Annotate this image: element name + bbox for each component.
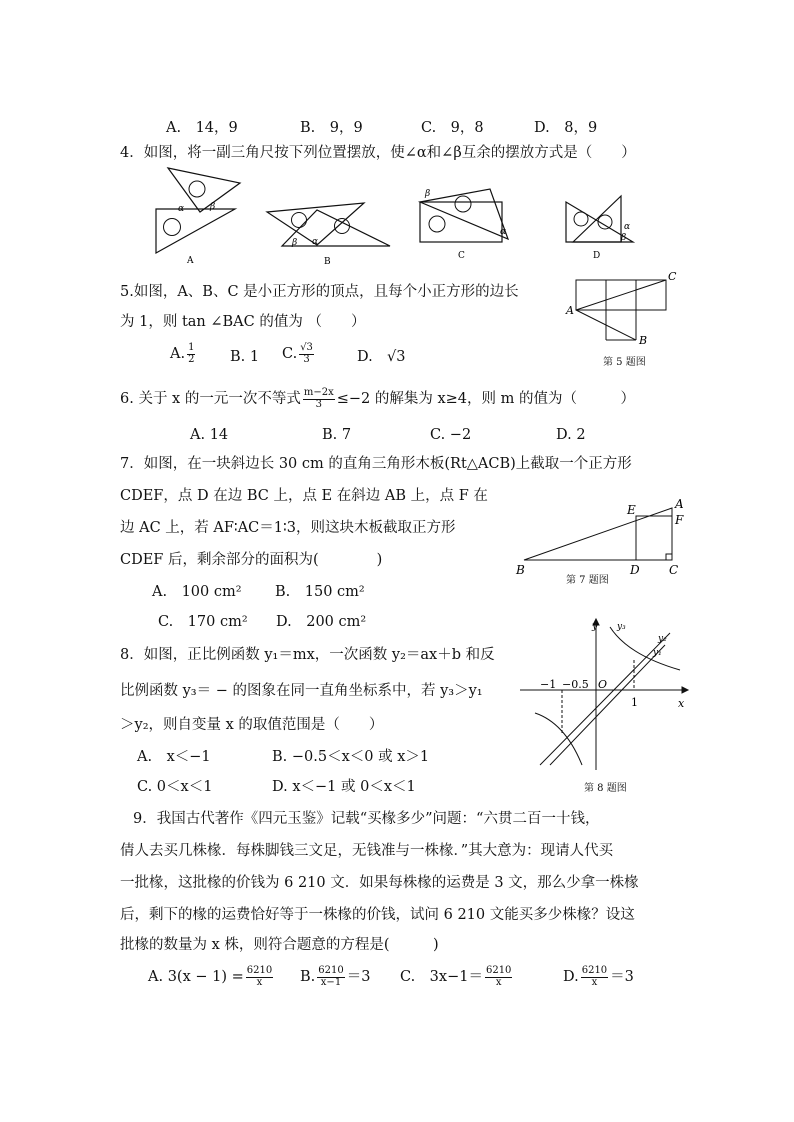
svg-text:α: α bbox=[624, 222, 631, 232]
q9-line-2: 倩人去买几株椽．每株脚钱三文足，无钱准与一株椽．”其大意为：现请人代买 bbox=[120, 843, 614, 859]
q8-option-b: B. −0.5＜x＜0 或 x＞1 bbox=[272, 749, 430, 765]
q5-figure bbox=[564, 268, 684, 348]
q8-axis-x: x bbox=[678, 697, 685, 710]
svg-text:β: β bbox=[210, 202, 216, 212]
svg-text:β: β bbox=[292, 238, 298, 248]
q9-line-5: 批椽的数量为 x 株，则符合题意的方程是( ) bbox=[120, 937, 439, 953]
q5-caption: 第 5 题图 bbox=[603, 357, 646, 368]
q4-label-b: B bbox=[324, 257, 331, 267]
q7-option-b: B. 150 cm² bbox=[275, 584, 365, 600]
q7-option-d: D. 200 cm² bbox=[276, 614, 367, 630]
q6-option-c: C. −2 bbox=[430, 427, 472, 443]
q7-line-4: CDEF 后，剩余部分的面积为( ) bbox=[120, 552, 383, 568]
q3-option-a: A. 14，9 bbox=[166, 120, 238, 136]
q8-figure bbox=[510, 615, 690, 775]
q8-label-y1: y₁ bbox=[653, 648, 662, 658]
q8-option-a: A. x＜−1 bbox=[137, 749, 211, 765]
q9-option-a: A. 3(x − 1) = $\frac{6210}{x}$ bbox=[148, 965, 273, 988]
svg-text:α: α bbox=[500, 227, 507, 237]
q7-figure bbox=[512, 496, 692, 576]
q7-point-d: D bbox=[630, 563, 640, 577]
q8-tick-neg05: −0.5 bbox=[562, 678, 589, 691]
q7-point-f: F bbox=[675, 513, 684, 527]
q4-figure-b bbox=[262, 198, 397, 268]
q5-option-c: C. $\frac{√3}{3}$ bbox=[282, 342, 313, 365]
q9-line-1: 9．我国古代著作《四元玉鉴》记载“买椽多少”问题：“六贯二百一十钱， bbox=[133, 811, 600, 827]
q4-stem: 4．如图，将一副三角尺按下列位置摆放，使∠α和∠β互余的摆放方式是（ ） bbox=[120, 145, 636, 161]
q4-label-a: A bbox=[187, 256, 194, 266]
q8-label-y3: y₃ bbox=[617, 622, 626, 632]
q7-point-e: E bbox=[627, 503, 636, 517]
svg-text:α: α bbox=[178, 204, 185, 214]
q6-option-b: B. 7 bbox=[322, 427, 352, 443]
q8-label-y2: y₂ bbox=[658, 634, 667, 644]
q8-axis-y: y bbox=[592, 621, 598, 632]
q4-figure-c bbox=[415, 184, 515, 262]
q5-option-d-value: √3 bbox=[387, 349, 406, 365]
q9-option-c: C. 3x−1＝ $\frac{6210}{x}$ bbox=[400, 965, 512, 988]
q5-option-b: B. 1 bbox=[230, 349, 260, 365]
q5-point-b: B bbox=[639, 334, 648, 347]
q4-label-c: C bbox=[458, 251, 465, 261]
q7-line-1: 7．如图，在一块斜边长 30 cm 的直角三角形木板(Rt△ACB)上截取一个正方形 bbox=[120, 456, 632, 472]
q5-option-d: D. bbox=[357, 349, 373, 365]
q7-option-a: A. 100 cm² bbox=[152, 584, 242, 600]
q5-option-a: A. $\frac{1}{2}$ bbox=[170, 342, 195, 365]
q8-line-3: ＞y₂，则自变量 x 的取值范围是（ ） bbox=[120, 717, 384, 733]
q3-option-b: B. 9，9 bbox=[300, 120, 363, 136]
q7-point-c: C bbox=[669, 563, 679, 577]
q8-line-1: 8．如图，正比例函数 y₁＝mx，一次函数 y₂＝ax＋b 和反 bbox=[120, 647, 495, 663]
q7-line-3: 边 AC 上，若 AF∶AC＝1∶3，则这块木板截取正方形 bbox=[120, 520, 456, 536]
svg-text:β: β bbox=[425, 189, 431, 199]
q4-label-d: D bbox=[593, 251, 601, 261]
svg-text:α: α bbox=[312, 237, 319, 247]
q4-figure-d bbox=[563, 194, 653, 262]
q9-option-b: B. $\frac{6210}{x-1}$ ＝3 bbox=[300, 965, 371, 988]
q3-option-c: C. 9，8 bbox=[421, 120, 484, 136]
q6-option-a: A. 14 bbox=[190, 427, 229, 443]
q6-option-d: D. 2 bbox=[556, 427, 586, 443]
q9-line-4: 后，剩下的椽的运费恰好等于一株椽的价钱，试问 6 210 文能买多少株椽？设这 bbox=[120, 907, 635, 923]
q7-line-2: CDEF，点 D 在边 BC 上，点 E 在斜边 AB 上，点 F 在 bbox=[120, 488, 488, 504]
q8-tick-neg1: −1 bbox=[540, 678, 557, 691]
q5-point-c: C bbox=[668, 270, 677, 283]
q8-line-2: 比例函数 y₃＝ − 的图象在同一直角坐标系中，若 y₃＞y₁ bbox=[120, 683, 483, 699]
q8-tick-1: 1 bbox=[631, 696, 638, 709]
q3-option-d: D. 8，9 bbox=[534, 120, 598, 136]
q5-line-1: 5.如图，A、B、C 是小正方形的顶点，且每个小正方形的边长 bbox=[120, 284, 519, 300]
q8-option-d: D. x＜−1 或 0＜x＜1 bbox=[272, 779, 416, 795]
q7-option-c: C. 170 cm² bbox=[158, 614, 248, 630]
q8-option-c: C. 0＜x＜1 bbox=[137, 779, 213, 795]
q8-origin: O bbox=[598, 678, 608, 691]
svg-text:β: β bbox=[621, 233, 627, 243]
q9-option-d: D. $\frac{6210}{x}$ ＝3 bbox=[563, 965, 634, 988]
q4-figure-a bbox=[150, 165, 250, 265]
q6-stem: 6. 关于 x 的一元一次不等式 $\frac{m-2x}{3}$ ≤−2 的解集为 x≥4，则 m 的值为（ ） bbox=[120, 387, 635, 410]
q7-caption: 第 7 题图 bbox=[566, 575, 609, 586]
q8-caption: 第 8 题图 bbox=[584, 783, 627, 794]
q9-line-3: 一批椽，这批椽的价钱为 6 210 文．如果每株椽的运费是 3 文，那么少拿一株椽 bbox=[120, 875, 639, 891]
q7-point-a: A bbox=[675, 497, 684, 511]
q5-line-2: 为 1，则 tan ∠BAC 的值为 （ ） bbox=[120, 314, 366, 330]
q5-point-a: A bbox=[566, 304, 574, 317]
q7-point-b: B bbox=[516, 563, 525, 577]
